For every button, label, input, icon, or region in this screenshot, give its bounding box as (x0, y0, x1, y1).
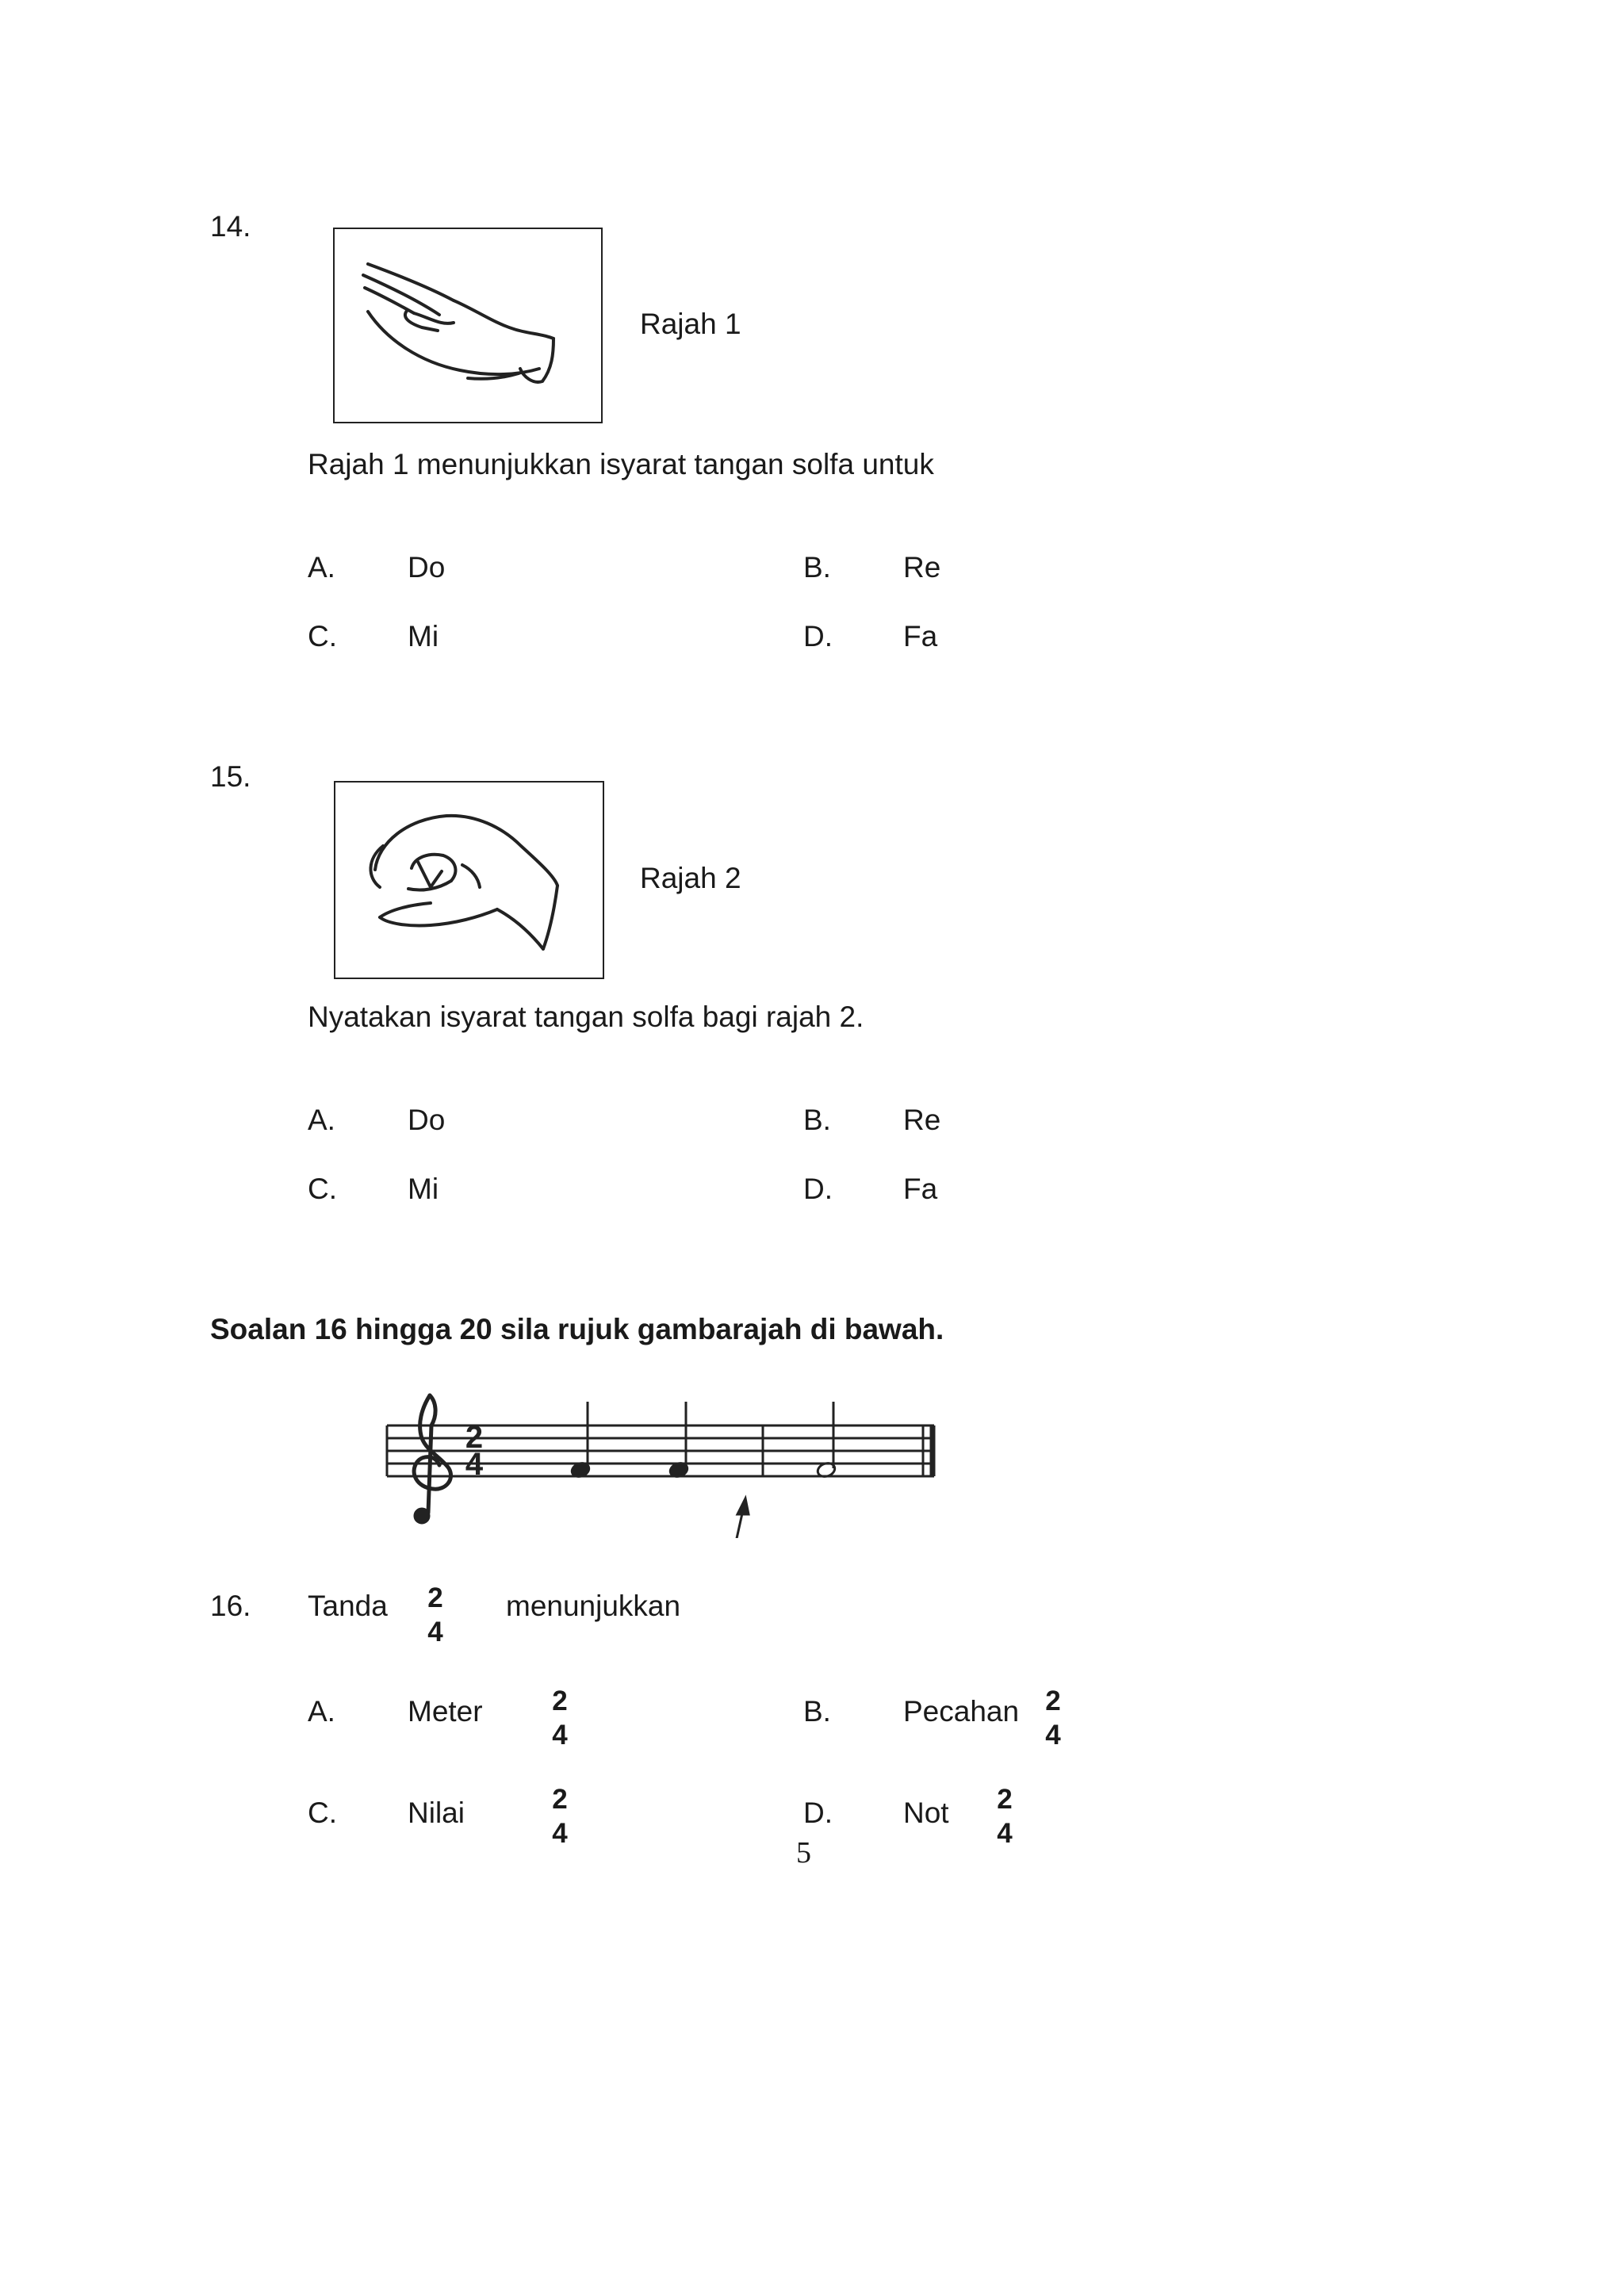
q16-option-a-letter: A. (308, 1695, 335, 1728)
time-signature-bottom: 4 (465, 1447, 484, 1482)
q16-fraction (419, 1584, 451, 1646)
fraction-bottom: 4 (997, 1818, 1013, 1849)
q16-option-d-fraction (989, 1785, 1021, 1847)
q16-option-b-letter: B. (803, 1695, 831, 1728)
arrow-icon (731, 1498, 749, 1538)
q15-option-b-text[interactable]: Re (903, 1104, 941, 1136)
fraction-top: 2 (427, 1582, 443, 1613)
quarter-note (668, 1402, 689, 1479)
q15-option-c-letter: C. (308, 1173, 337, 1205)
q14-option-c-letter: C. (308, 620, 337, 652)
q15-option-a-letter: A. (308, 1104, 335, 1136)
q16-option-c-fraction (544, 1785, 576, 1847)
hand-sign-icon (335, 229, 604, 425)
fraction-bottom: 4 (552, 1818, 568, 1849)
fraction-bottom: 4 (427, 1617, 443, 1647)
fraction-top: 2 (997, 1784, 1013, 1815)
q15-option-b-letter: B. (803, 1104, 831, 1136)
q15-option-d-text[interactable]: Fa (903, 1173, 938, 1205)
quarter-note (570, 1402, 591, 1479)
treble-clef-icon (414, 1395, 450, 1522)
q14-number: 14. (210, 210, 251, 243)
q15-question-text: Nyatakan isyarat tangan solfa bagi rajah 2. (308, 1001, 864, 1033)
q15-option-a-text[interactable]: Do (408, 1104, 446, 1136)
q16-option-a-fraction (544, 1687, 576, 1749)
q14-option-c-text[interactable]: Mi (408, 620, 439, 652)
q14-option-a-text[interactable]: Do (408, 551, 446, 584)
q15-option-d-letter: D. (803, 1173, 833, 1205)
page-number: 5 (796, 1836, 811, 1869)
q14-figure-label: Rajah 1 (640, 308, 741, 340)
time-signature-top: 2 (465, 1420, 484, 1455)
fraction-bottom: 4 (1045, 1720, 1061, 1751)
q16-option-c-letter: C. (308, 1797, 337, 1829)
q16-option-b-fraction (1037, 1687, 1069, 1749)
half-note (816, 1402, 837, 1479)
q16-option-a-text[interactable]: Meter (408, 1695, 483, 1728)
q16-text-after: menunjukkan (506, 1590, 681, 1622)
q14-option-a-letter: A. (308, 551, 335, 584)
q14-option-b-letter: B. (803, 551, 831, 584)
q15-figure-frame (334, 781, 604, 979)
q16-number: 16. (210, 1590, 251, 1622)
q16-option-b-text[interactable]: Pecahan (903, 1695, 1020, 1728)
hand-fist-icon (335, 783, 606, 981)
q14-option-b-text[interactable]: Re (903, 551, 941, 584)
q16-option-d-letter: D. (803, 1797, 833, 1829)
q15-option-c-text[interactable]: Mi (408, 1173, 439, 1205)
q15-figure-label: Rajah 2 (640, 862, 741, 894)
q14-figure-frame (333, 228, 603, 423)
q16-text-before: Tanda (308, 1590, 388, 1622)
fraction-bottom: 4 (552, 1720, 568, 1751)
q16-option-d-text[interactable]: Not (903, 1797, 949, 1829)
fraction-top: 2 (552, 1686, 568, 1716)
music-staff (373, 1380, 944, 1538)
q16-option-c-text[interactable]: Nilai (408, 1797, 465, 1829)
fraction-top: 2 (552, 1784, 568, 1815)
q14-option-d-text[interactable]: Fa (903, 620, 938, 652)
fraction-top: 2 (1045, 1686, 1061, 1716)
q14-option-d-letter: D. (803, 620, 833, 652)
section-instruction: Soalan 16 hingga 20 sila rujuk gambarajah di bawah. (210, 1313, 944, 1345)
q15-number: 15. (210, 760, 251, 793)
q14-question-text: Rajah 1 menunjukkan isyarat tangan solfa untuk (308, 448, 934, 480)
